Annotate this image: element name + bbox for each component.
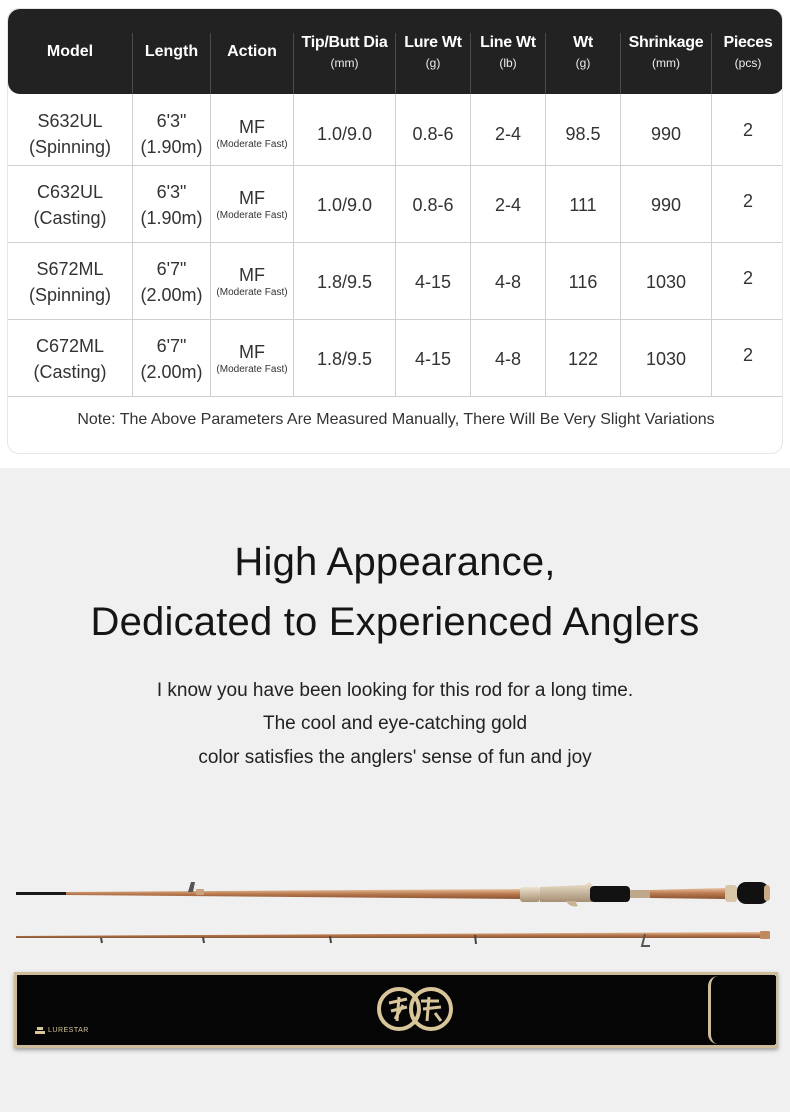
header-unit: (g): [425, 55, 441, 70]
cell-action: [211, 95, 293, 172]
cell-pieces: 2: [742, 344, 753, 365]
action-code: MF: [239, 342, 265, 362]
header-length: [133, 9, 210, 94]
headline-2: Dedicated to Experienced Anglers: [90, 600, 700, 644]
cell-model: [8, 320, 132, 397]
header-label: Pieces: [723, 33, 773, 51]
header-unit: (mm): [330, 55, 359, 70]
divider: [395, 33, 396, 95]
cell-shrinkage: 1030: [645, 348, 687, 369]
header-unit: (mm): [652, 55, 680, 70]
cell-action: [211, 166, 293, 243]
body-line-3: color satisfies the anglers' sense of fun and joy: [198, 747, 592, 768]
body-line-2: The cool and eye-catching gold: [262, 713, 528, 734]
cell-dia: 1.8/9.5: [316, 348, 373, 369]
cell-shrinkage: 990: [650, 194, 682, 215]
cell-dia: 1.0/9.0: [316, 123, 373, 144]
table-row: [8, 95, 783, 172]
header-label: Line Wt: [480, 33, 536, 51]
cell-line-wt: 2-4: [494, 194, 521, 215]
action-desc: (Moderate Fast): [216, 364, 288, 375]
table-row: [8, 243, 783, 320]
model-code: C672ML: [35, 335, 105, 356]
header-label: Shrinkage: [628, 33, 704, 51]
action-code: MF: [239, 265, 265, 285]
cell-length: [133, 95, 210, 172]
body-line-1: I know you have been looking for this rod for a long time.: [156, 680, 634, 701]
cell-action: [211, 320, 293, 397]
action-desc: (Moderate Fast): [216, 287, 288, 298]
length-m: (2.00m): [140, 284, 203, 305]
cell-length: [133, 320, 210, 397]
length-m: (1.90m): [140, 207, 203, 228]
divider: [470, 33, 471, 95]
cell-lure-wt: 0.8-6: [412, 123, 454, 144]
length-ft: 6'3": [156, 110, 187, 131]
cell-shrinkage: 1030: [645, 271, 687, 292]
model-type: (Casting): [33, 361, 107, 382]
divider: [210, 33, 211, 95]
brand-mark-icon: [35, 1027, 45, 1034]
divider: [293, 33, 294, 95]
action-desc: (Moderate Fast): [216, 139, 288, 150]
cell-lure-wt: 4-15: [414, 271, 452, 292]
rod-butt-section: [16, 882, 770, 906]
cell-model: [8, 166, 132, 243]
action-desc: (Moderate Fast): [216, 210, 288, 221]
cell-lure-wt: 0.8-6: [412, 194, 454, 215]
length-m: (1.90m): [140, 136, 203, 157]
header-unit: (pcs): [734, 55, 762, 70]
header-label: Length: [144, 42, 199, 60]
cell-action: [211, 243, 293, 320]
cell-shrinkage: 990: [650, 123, 682, 144]
header-label: Tip/Butt Dia: [301, 33, 388, 51]
header-model: [8, 9, 132, 94]
length-ft: 6'7": [156, 335, 187, 356]
cell-length: [133, 243, 210, 320]
header-action: [211, 9, 293, 94]
brand-logo: [35, 1027, 89, 1034]
cell-wt: 122: [567, 348, 599, 369]
cell-wt: 111: [569, 194, 597, 215]
model-code: S672ML: [36, 258, 104, 279]
cell-line-wt: 4-8: [494, 271, 521, 292]
headline-1: High Appearance,: [234, 540, 556, 584]
model-type: (Spinning): [28, 136, 112, 157]
header-label: Action: [227, 42, 277, 60]
header-label: Lure Wt: [404, 33, 462, 51]
header-unit: (lb): [499, 55, 517, 70]
cell-line-wt: 4-8: [494, 348, 521, 369]
cell-wt: 98.5: [565, 123, 601, 144]
emblem-icon: [377, 985, 453, 1033]
header-wt: [546, 9, 620, 94]
header-line-wt: [471, 9, 545, 94]
table-note: Note: The Above Parameters Are Measured Manually, There Will Be Very Slight Variations: [77, 411, 715, 428]
cell-model: [8, 95, 132, 172]
cell-pieces: 2: [742, 267, 753, 288]
header-unit: (g): [575, 55, 591, 70]
cell-model: [8, 243, 132, 320]
cell-line-wt: 2-4: [494, 123, 521, 144]
action-code: MF: [239, 188, 265, 208]
model-type: (Casting): [33, 207, 107, 228]
cell-wt: 116: [568, 271, 598, 292]
model-type: (Spinning): [28, 284, 112, 305]
table-row: [8, 166, 783, 243]
model-code: S632UL: [37, 110, 103, 131]
rod-case: [14, 972, 778, 1048]
table-row: [8, 320, 783, 397]
length-m: (2.00m): [140, 361, 203, 382]
divider: [132, 33, 133, 95]
divider: [711, 33, 712, 95]
brand-name: LURESTAR: [48, 1027, 89, 1034]
header-pieces: [712, 9, 783, 94]
header-dia: [294, 9, 395, 94]
cell-pieces: 2: [742, 119, 753, 140]
cell-pieces: 2: [742, 190, 753, 211]
rod-tip-section: [16, 931, 770, 946]
model-code: C632UL: [36, 181, 104, 202]
spec-table: [7, 8, 783, 454]
cell-dia: 1.8/9.5: [316, 271, 373, 292]
header-label: Wt: [573, 33, 593, 51]
divider: [545, 33, 546, 95]
case-cap: [708, 976, 776, 1044]
action-code: MF: [239, 117, 265, 137]
length-ft: 6'3": [156, 181, 187, 202]
divider: [620, 33, 621, 95]
table-header: [8, 9, 783, 94]
cell-dia: 1.0/9.0: [316, 194, 373, 215]
header-lure-wt: [396, 9, 470, 94]
length-ft: 6'7": [156, 258, 187, 279]
header-label: Model: [46, 42, 94, 60]
header-shrinkage: [621, 9, 711, 94]
cell-lure-wt: 4-15: [414, 348, 452, 369]
cell-length: [133, 166, 210, 243]
fishing-rod-image: [0, 868, 790, 958]
